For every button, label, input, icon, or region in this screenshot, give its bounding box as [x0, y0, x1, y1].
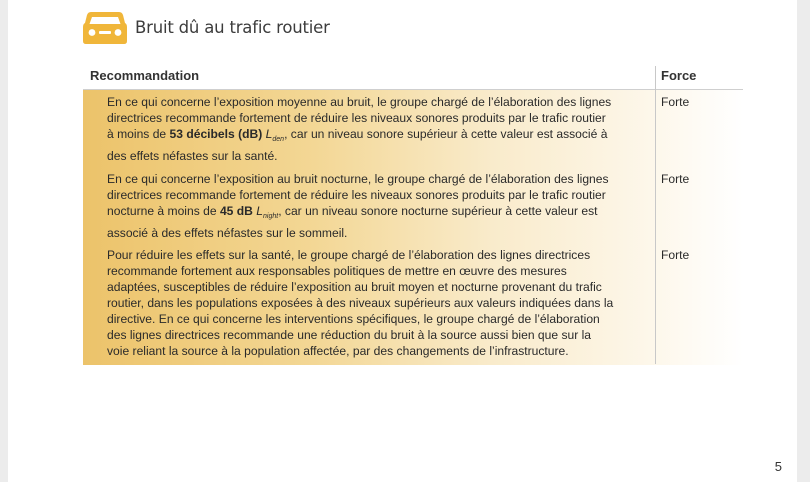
column-header-force: Force: [661, 68, 697, 83]
text-span: à moins de: [107, 127, 170, 141]
table-row: [83, 90, 743, 167]
text-span: nocturne à moins de: [107, 204, 220, 218]
table-row: [83, 167, 743, 243]
text-span: , car un niveau sonore supérieur à cette valeur est associé à: [284, 127, 608, 141]
page-title: Bruit dû au trafic routier: [135, 17, 330, 37]
text-line: En ce qui concerne l’exposition au bruit nocturne, le groupe chargé de l’élaboration des lignes: [107, 172, 609, 186]
variable: L: [265, 127, 273, 141]
document-page: [8, 0, 797, 482]
text-line: directrices recommande fortement de réduire les niveaux sonores produits par le trafic routier: [107, 188, 606, 202]
text-span: , car un niveau sonore nocturne supérieur à cette valeur est: [278, 204, 598, 218]
text-line: routier, dans les populations exposées à des niveaux supérieurs aux valeurs indiquées dans la: [107, 296, 614, 310]
text-line: des lignes directrices recommande une réduction du bruit à la source aussi bien que sur la: [107, 328, 592, 342]
recommendation-text: [107, 94, 652, 164]
text-line: [107, 203, 652, 225]
text-line: En ce qui concerne l’exposition moyenne au bruit, le groupe chargé de l’élaboration des lignes: [107, 95, 612, 109]
recommendation-text: [107, 171, 652, 241]
text-line: adaptées, susceptibles de réduire l’exposition au bruit moyen et nocturne provenant du trafic: [107, 280, 602, 294]
table-body: [83, 90, 743, 365]
force-value: Forte: [661, 248, 690, 262]
text-line: recommande fortement aux responsables politiques de mettre en œuvre des mesures: [107, 264, 567, 278]
variable-subscript: night: [263, 213, 279, 220]
text-line: directrices recommande fortement de réduire les niveaux sonores produits par le trafic routier: [107, 111, 606, 125]
text-line: voie reliant la source à la population affectée, par des changements de l’infrastructure.: [107, 344, 569, 358]
section-header: [83, 9, 330, 45]
table-row: [83, 243, 743, 365]
text-line: Pour réduire les effets sur la santé, le groupe chargé de l’élaboration des lignes directrices: [107, 248, 591, 262]
car-icon: [83, 9, 127, 45]
table-header: [83, 63, 743, 90]
force-value: Forte: [661, 95, 690, 109]
text-line: des effets néfastes sur la santé.: [107, 149, 278, 163]
force-value: Forte: [661, 172, 690, 186]
emphasis-value: 45 dB: [219, 204, 253, 218]
text-line: [107, 126, 652, 148]
variable: L: [256, 204, 263, 218]
recommendation-table: [83, 63, 743, 365]
column-divider: [655, 66, 656, 364]
column-header-recommandation: Recommandation: [90, 68, 200, 83]
text-line: associé à des effets néfastes sur le sommeil.: [107, 226, 348, 240]
recommendation-text: [107, 247, 652, 359]
page-number: 5: [774, 459, 782, 474]
emphasis-value: 53 décibels (dB): [169, 127, 263, 141]
text-line: directive. En ce qui concerne les interventions spécifiques, le groupe chargé de l’élaboration: [107, 312, 600, 326]
variable-subscript: den: [272, 136, 285, 143]
